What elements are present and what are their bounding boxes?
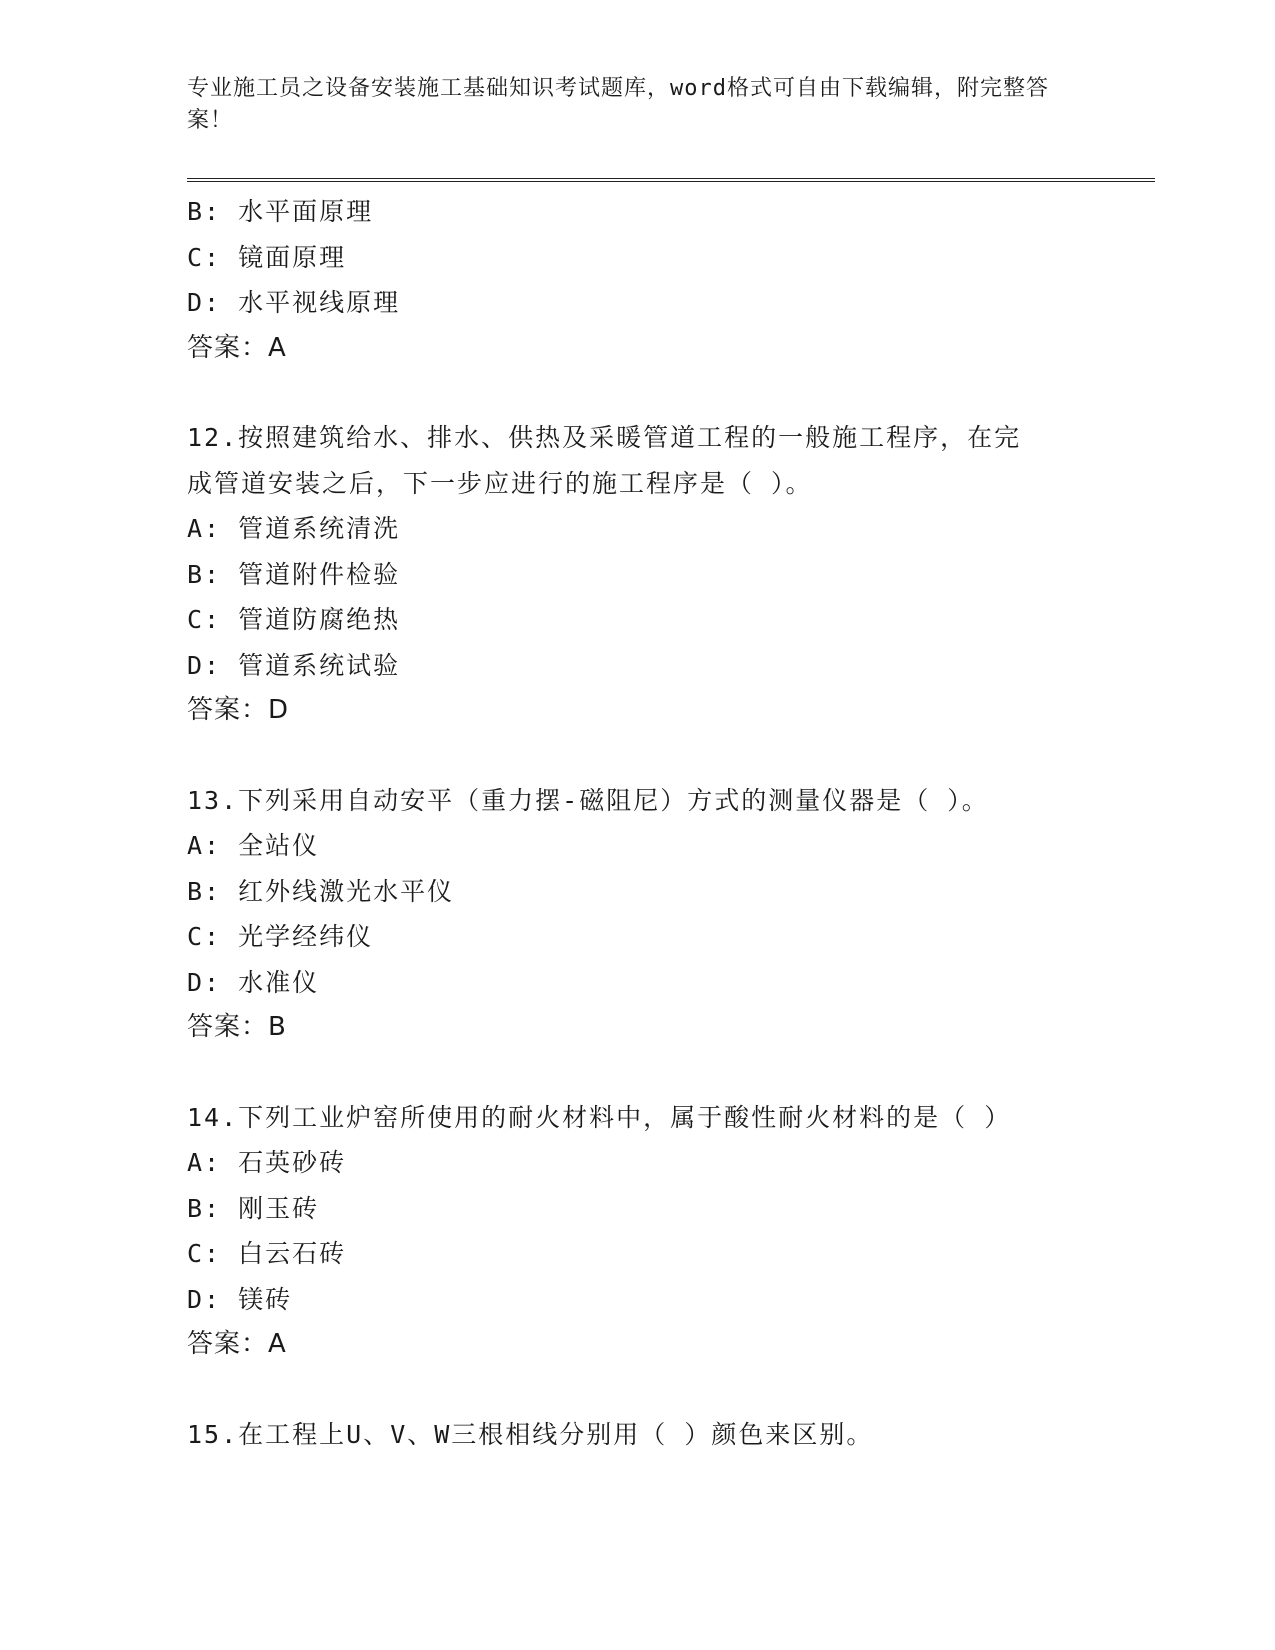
option: A: 管道系统清洗 xyxy=(187,514,401,543)
header-divider xyxy=(187,178,1155,182)
option: B: 红外线激光水平仪 xyxy=(187,876,455,906)
question-14 xyxy=(187,1095,1147,1368)
question-13 xyxy=(187,778,1147,1051)
question-12 xyxy=(187,415,1147,734)
question-text: 15.在工程上U、V、W三根相线分别用（ ）颜色来区别。 xyxy=(187,1419,874,1449)
question-list xyxy=(187,189,1147,1457)
option: A: 石英砂砖 xyxy=(187,1148,347,1177)
option: C: 光学经纬仪 xyxy=(187,922,374,951)
answer: 答案：D xyxy=(187,695,290,725)
option: C: 白云石砖 xyxy=(187,1239,347,1268)
option: D: 水平视线原理 xyxy=(187,288,401,317)
option: B: 水平面原理 xyxy=(187,197,374,226)
option: D: 管道系统试验 xyxy=(187,650,401,680)
question-11-continued xyxy=(187,189,1147,371)
question-text: 成管道安装之后，下一步应进行的施工程序是（ ）。 xyxy=(187,468,813,498)
option: D: 镁砖 xyxy=(187,1284,293,1314)
option: D: 水准仪 xyxy=(187,967,320,997)
answer: 答案：A xyxy=(187,1329,287,1359)
option: C: 镜面原理 xyxy=(187,242,347,272)
option: B: 管道附件检验 xyxy=(187,559,401,589)
answer: 答案：B xyxy=(187,1012,287,1042)
question-text: 14.下列工业炉窑所使用的耐火材料中，属于酸性耐火材料的是（ ） xyxy=(187,1102,1012,1132)
answer: 答案：A xyxy=(187,332,287,363)
question-15 xyxy=(187,1412,1147,1458)
option: C: 管道防腐绝热 xyxy=(187,605,401,634)
question-text: 12.按照建筑给水、排水、供热及采暖管道工程的一般施工程序，在完 xyxy=(187,423,1022,452)
option: A: 全站仪 xyxy=(187,831,320,860)
question-text: 13.下列采用自动安平（重力摆-磁阻尼）方式的测量仪器是（ ）。 xyxy=(187,785,989,815)
option: B: 刚玉砖 xyxy=(187,1193,320,1223)
document-header: 专业施工员之设备安装施工基础知识考试题库，word格式可自由下载编辑，附完整答案！ xyxy=(187,76,1049,133)
